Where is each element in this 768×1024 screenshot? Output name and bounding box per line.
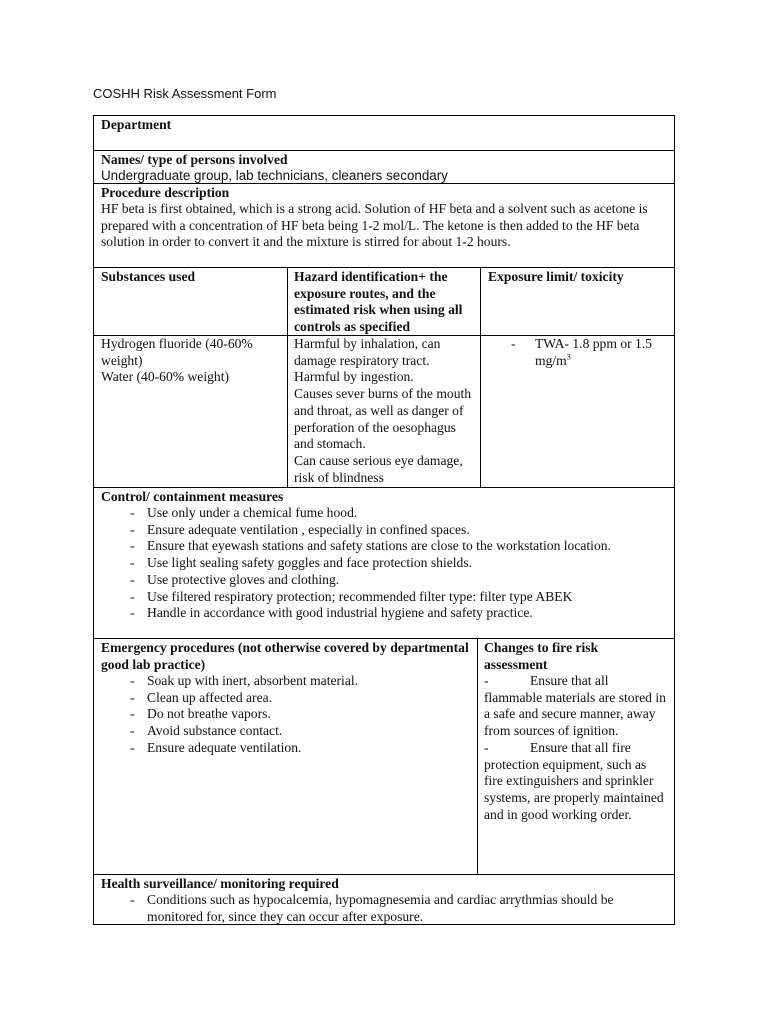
- hazard-item: Harmful by ingestion.: [294, 369, 414, 385]
- control-item: - Handle in accordance with good industrial hygiene and safety practice.: [101, 605, 634, 622]
- fire-risk-list: [484, 673, 666, 823]
- exposure-superscript: 3: [566, 352, 571, 362]
- exposure-text: TWA- 1.8 ppm or 1.5 mg/m: [535, 336, 653, 368]
- controls-list: [101, 505, 634, 622]
- emergency-item: - Ensure adequate ventilation.: [101, 740, 471, 757]
- emergency-item: - Clean up affected area.: [101, 690, 471, 707]
- substances-cell: [101, 336, 281, 386]
- hazard-item: Causes sever burns of the mouth and throat, as well as danger of perforation of the oesophagus and stomach.: [294, 386, 472, 452]
- coshh-form: [93, 115, 675, 925]
- control-item: - Ensure that eyewash stations and safety stations are close to the workstation location.: [101, 538, 634, 555]
- form-title: COSHH Risk Assessment Form: [93, 86, 277, 101]
- department-section: [94, 116, 674, 150]
- emergency-fire-section: [94, 638, 674, 874]
- fire-risk-item: - Ensure that all flammable materials are stored in a safe and secure manner, away from sources of ignition.: [484, 673, 666, 739]
- emergency-list: [101, 673, 471, 757]
- header-exposure: Exposure limit/ toxicity: [488, 269, 624, 284]
- control-item: - Use filtered respiratory protection; recommended filter type: filter type ABEK: [101, 589, 634, 606]
- controls-section: [94, 487, 674, 638]
- emergency-label: Emergency procedures (not otherwise covered by departmental good lab practice): [101, 640, 469, 672]
- health-item: - Conditions such as hypocalcemia, hypomagnesemia and cardiac arrythmias should be monitored for, since they can occur after exposure.: [101, 892, 662, 925]
- procedure-section: [94, 183, 674, 267]
- hazard-item: Harmful by inhalation, can damage respiratory tract.: [294, 336, 441, 368]
- column-divider: [287, 268, 288, 487]
- hazard-item: Can cause serious eye damage, risk of blindness: [294, 452, 463, 485]
- emergency-item: - Soak up with inert, absorbent material.: [101, 673, 471, 690]
- persons-section: [94, 150, 674, 183]
- health-section: [94, 874, 674, 926]
- department-label: Department: [101, 117, 172, 132]
- substance-item: Hydrogen fluoride (40-60% weight): [101, 336, 253, 368]
- health-list: [101, 892, 662, 925]
- hazards-cell: [294, 336, 476, 486]
- persons-value: Undergraduate group, lab technicians, cleaners secondary: [101, 168, 448, 183]
- fire-risk-item-text: Ensure that all fire protection equipment, such as fire extinguishers and sprinkler systems, are properly maintained and in good working order.: [484, 739, 664, 822]
- control-item: - Use light sealing safety goggles and face protection shields.: [101, 555, 634, 572]
- emergency-item: - Avoid substance contact.: [101, 723, 471, 740]
- control-item: - Use protective gloves and clothing.: [101, 572, 634, 589]
- persons-label: Names/ type of persons involved: [101, 152, 288, 167]
- control-item: - Ensure adequate ventilation , especially in confined spaces.: [101, 522, 634, 539]
- substance-item: Water (40-60% weight): [101, 369, 229, 385]
- emergency-item: - Do not breathe vapors.: [101, 706, 471, 723]
- substances-table: [94, 267, 674, 487]
- column-divider: [477, 639, 478, 874]
- fire-risk-item: - Ensure that all fire protection equipment, such as fire extinguishers and sprinkler systems, are properly maintained and in good working order.: [484, 739, 664, 822]
- exposure-cell: [488, 336, 668, 369]
- header-hazard: Hazard identification+ the exposure routes, and the estimated risk when using all controls as specified: [294, 269, 463, 335]
- control-item: - Use only under a chemical fume hood.: [101, 505, 634, 522]
- header-substances: Substances used: [101, 269, 196, 284]
- exposure-bullet: -: [511, 336, 516, 351]
- controls-label: Control/ containment measures: [101, 489, 284, 504]
- health-label: Health surveillance/ monitoring required: [101, 876, 339, 891]
- column-divider: [480, 268, 481, 487]
- procedure-label: Procedure description: [101, 185, 230, 200]
- fire-risk-item-text: Ensure that all flammable materials are stored in a safe and secure manner, away from sources of ignition.: [484, 673, 666, 739]
- procedure-text: HF beta is first obtained, which is a strong acid. Solution of HF beta and a solvent such as acetone is prepared with a concentration of HF beta being 1-2 mol/L. The ketone is then added to the HF beta solution in order to convert it and the mixture is stirred for about 1-2 hours.: [101, 201, 648, 250]
- fire-risk-label: Changes to fire risk assessment: [484, 640, 599, 672]
